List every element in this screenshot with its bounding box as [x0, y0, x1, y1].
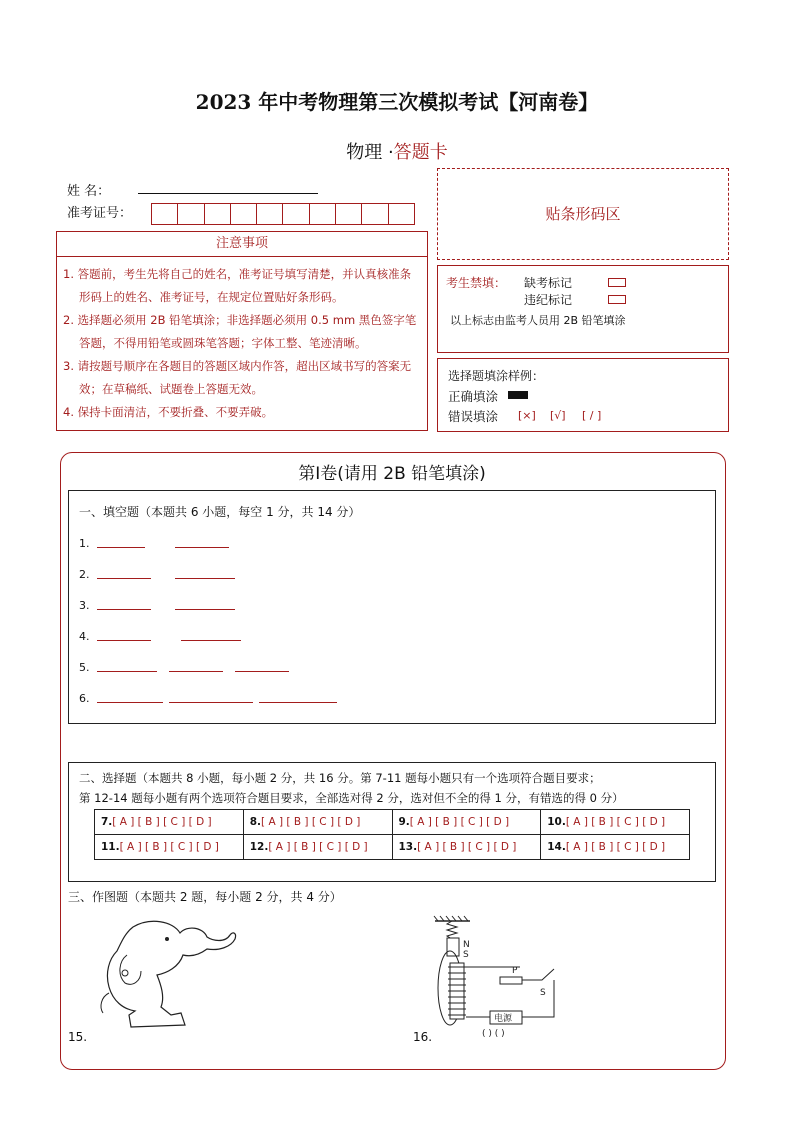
- ban-note: 以上标志由监考人员用 2B 铅笔填涂: [450, 314, 626, 327]
- exam-id-boxes[interactable]: [151, 203, 415, 225]
- circuit-figure[interactable]: [430, 913, 570, 1038]
- id-digit-box[interactable]: [283, 203, 309, 225]
- correct-label: 正确填涂: [448, 389, 499, 404]
- card-subtitle: [0, 138, 794, 164]
- correct-mark: [508, 391, 528, 399]
- elephant-tail: [101, 993, 109, 1013]
- q15-number: 15.: [68, 1030, 88, 1044]
- magnet: [447, 938, 459, 956]
- id-digit-box[interactable]: [257, 203, 283, 225]
- fill-q-num: 1.: [79, 537, 90, 550]
- mc-q-num: 7.: [101, 816, 113, 828]
- slider-p: P: [512, 966, 518, 976]
- mc-q-num: 10.: [547, 816, 566, 828]
- answer-line[interactable]: [235, 671, 289, 672]
- mc-heading-1: 二、选择题（本题共 8 小题，每小题 2 分，共 16 分。第 7-11 题每小题只有一个选项符合题目要求；: [79, 771, 601, 785]
- id-digit-box[interactable]: [205, 203, 231, 225]
- notice-item: 2. 选择题必须用 2B 铅笔填涂；非选择题必须用 0.5 mm 黑色签字笔答题，不得用铅笔或圆珠笔答题；字体工整、笔迹清晰。: [63, 313, 417, 350]
- answer-grid: [94, 809, 690, 860]
- mc-answer-cell[interactable]: [95, 835, 244, 860]
- absent-label: 缺考标记: [524, 276, 573, 290]
- id-digit-box[interactable]: [178, 203, 204, 225]
- absent-mark[interactable]: [608, 278, 626, 287]
- barcode-label: 贴条形码区: [545, 205, 621, 223]
- notice-item: 3. 请按题号顺序在各题目的答题区域内作答，超出区域书写的答案无效；在草稿纸、试题卷上答题无效。: [63, 359, 412, 396]
- answer-line[interactable]: [175, 547, 229, 548]
- id-digit-box[interactable]: [231, 203, 257, 225]
- mc-q-num: 14.: [547, 841, 566, 853]
- page-title: 2023 年中考物理第三次模拟考试【河南卷】: [195, 90, 599, 114]
- mc-answer-cell[interactable]: [392, 835, 541, 860]
- mc-q-num: 12.: [249, 841, 269, 853]
- mc-options[interactable]: [ A ] [ B ] [ C ] [ D ]: [417, 841, 517, 853]
- draw-heading: 三、作图题（本题共 2 题，每小题 2 分，共 4 分）: [68, 890, 342, 904]
- spring: [447, 921, 457, 939]
- answer-line[interactable]: [97, 702, 163, 703]
- notice-item: 1. 答题前，考生先将自己的姓名，准考证号填写清楚，并认真核准条形码上的姓名、准考证号，在规定位置贴好条形码。: [63, 267, 412, 304]
- mc-answer-cell[interactable]: [243, 810, 392, 835]
- fill-q-num: 2.: [79, 568, 90, 581]
- mc-options[interactable]: [ A ] [ B ] [ C ] [ D ]: [268, 841, 368, 853]
- fill-q-num: 6.: [79, 692, 90, 705]
- mc-options[interactable]: [ A ] [ B ] [ C ] [ D ]: [565, 816, 666, 828]
- fill-in-area: [68, 490, 716, 724]
- answer-line[interactable]: [175, 578, 235, 579]
- switch: [522, 969, 554, 980]
- mc-options[interactable]: [ A ] [ B ] [ C ] [ D ]: [261, 816, 361, 828]
- pole-brackets[interactable]: ( ) ( ): [482, 1029, 505, 1038]
- subject: 物理: [346, 142, 383, 163]
- mc-q-num: 9.: [398, 816, 410, 828]
- wrong-mark-x: [×]: [518, 409, 536, 422]
- section-title: 第Ⅰ卷(请用 2B 铅笔填涂): [298, 464, 486, 484]
- card-label: 答题卡: [393, 142, 448, 163]
- rheostat: [500, 977, 522, 984]
- elephant-eye: [165, 937, 169, 941]
- elephant-tail-dot: [122, 970, 128, 976]
- wire-right: [522, 980, 554, 1017]
- switch-s: S: [540, 988, 546, 998]
- dot: ·: [388, 142, 394, 163]
- id-digit-box[interactable]: [310, 203, 336, 225]
- q16-number: 16.: [413, 1030, 433, 1044]
- notice-list: [57, 257, 427, 424]
- name-label: 姓 名：: [67, 184, 111, 199]
- mc-answer-cell[interactable]: [541, 835, 690, 860]
- ban-label: 考生禁填：: [446, 276, 507, 290]
- mc-heading-2: 第 12-14 题每小题有两个选项符合题目要求，全部选对得 2 分，选对但不全的得 1 分，有错选的得 0 分）: [79, 791, 624, 805]
- exam-id-label: 准考证号：: [67, 206, 133, 221]
- multiple-choice-area: [68, 762, 716, 882]
- fill-q-num: 5.: [79, 661, 90, 674]
- violation-mark[interactable]: [608, 295, 626, 304]
- answer-line[interactable]: [97, 578, 151, 579]
- fill-q-num: 3.: [79, 599, 90, 612]
- id-digit-box[interactable]: [151, 203, 178, 225]
- id-digit-box[interactable]: [389, 203, 415, 225]
- mc-q-num: 13.: [398, 841, 418, 853]
- magnet-s: S: [463, 950, 469, 960]
- sample-title: 选择题填涂样例：: [448, 369, 545, 383]
- wrong-label: 错误填涂: [448, 409, 499, 424]
- answer-line[interactable]: [97, 640, 151, 641]
- magnet-n: N: [463, 940, 470, 950]
- elephant-ear: [120, 955, 141, 984]
- mc-q-num: 11.: [101, 841, 120, 853]
- elephant-figure[interactable]: [95, 915, 245, 1040]
- power-label: 电源: [494, 1014, 513, 1024]
- examiner-only-box: [437, 265, 729, 353]
- mc-answer-cell[interactable]: [541, 810, 690, 835]
- wrong-mark-slash: [ / ]: [582, 409, 602, 422]
- answer-line[interactable]: [97, 547, 145, 548]
- id-digit-box[interactable]: [336, 203, 362, 225]
- answer-line[interactable]: [175, 609, 235, 610]
- violation-label: 违纪标记: [524, 293, 573, 307]
- notice-heading: 注意事项: [57, 232, 427, 257]
- elephant-outline: [107, 921, 235, 1027]
- mc-options[interactable]: [ A ] [ B ] [ C ] [ D ]: [119, 841, 219, 853]
- answer-line[interactable]: [169, 702, 253, 703]
- notice-box: [56, 231, 428, 431]
- mc-answer-cell[interactable]: [95, 810, 244, 835]
- mc-options[interactable]: [ A ] [ B ] [ C ] [ D ]: [565, 841, 666, 853]
- answer-line[interactable]: [97, 671, 157, 672]
- fill-sample-box: [437, 358, 729, 432]
- mc-q-num: 8.: [249, 816, 262, 828]
- name-field[interactable]: [138, 193, 318, 194]
- answer-line[interactable]: [181, 640, 241, 641]
- fill-heading: 一、填空题（本题共 6 小题，每空 1 分，共 14 分）: [79, 505, 361, 519]
- mc-answer-cell[interactable]: [392, 810, 541, 835]
- answer-line[interactable]: [259, 702, 337, 703]
- fill-q-num: 4.: [79, 630, 90, 643]
- notice-item: 4. 保持卡面清洁，不要折叠、不要弄破。: [63, 405, 274, 419]
- answer-line[interactable]: [169, 671, 223, 672]
- id-digit-box[interactable]: [362, 203, 388, 225]
- mc-answer-cell[interactable]: [243, 835, 392, 860]
- mc-options[interactable]: [ A ] [ B ] [ C ] [ D ]: [112, 816, 212, 828]
- mc-options[interactable]: [ A ] [ B ] [ C ] [ D ]: [409, 816, 510, 828]
- wrong-mark-check: [√]: [550, 409, 566, 422]
- answer-line[interactable]: [97, 609, 151, 610]
- barcode-area[interactable]: [437, 168, 729, 260]
